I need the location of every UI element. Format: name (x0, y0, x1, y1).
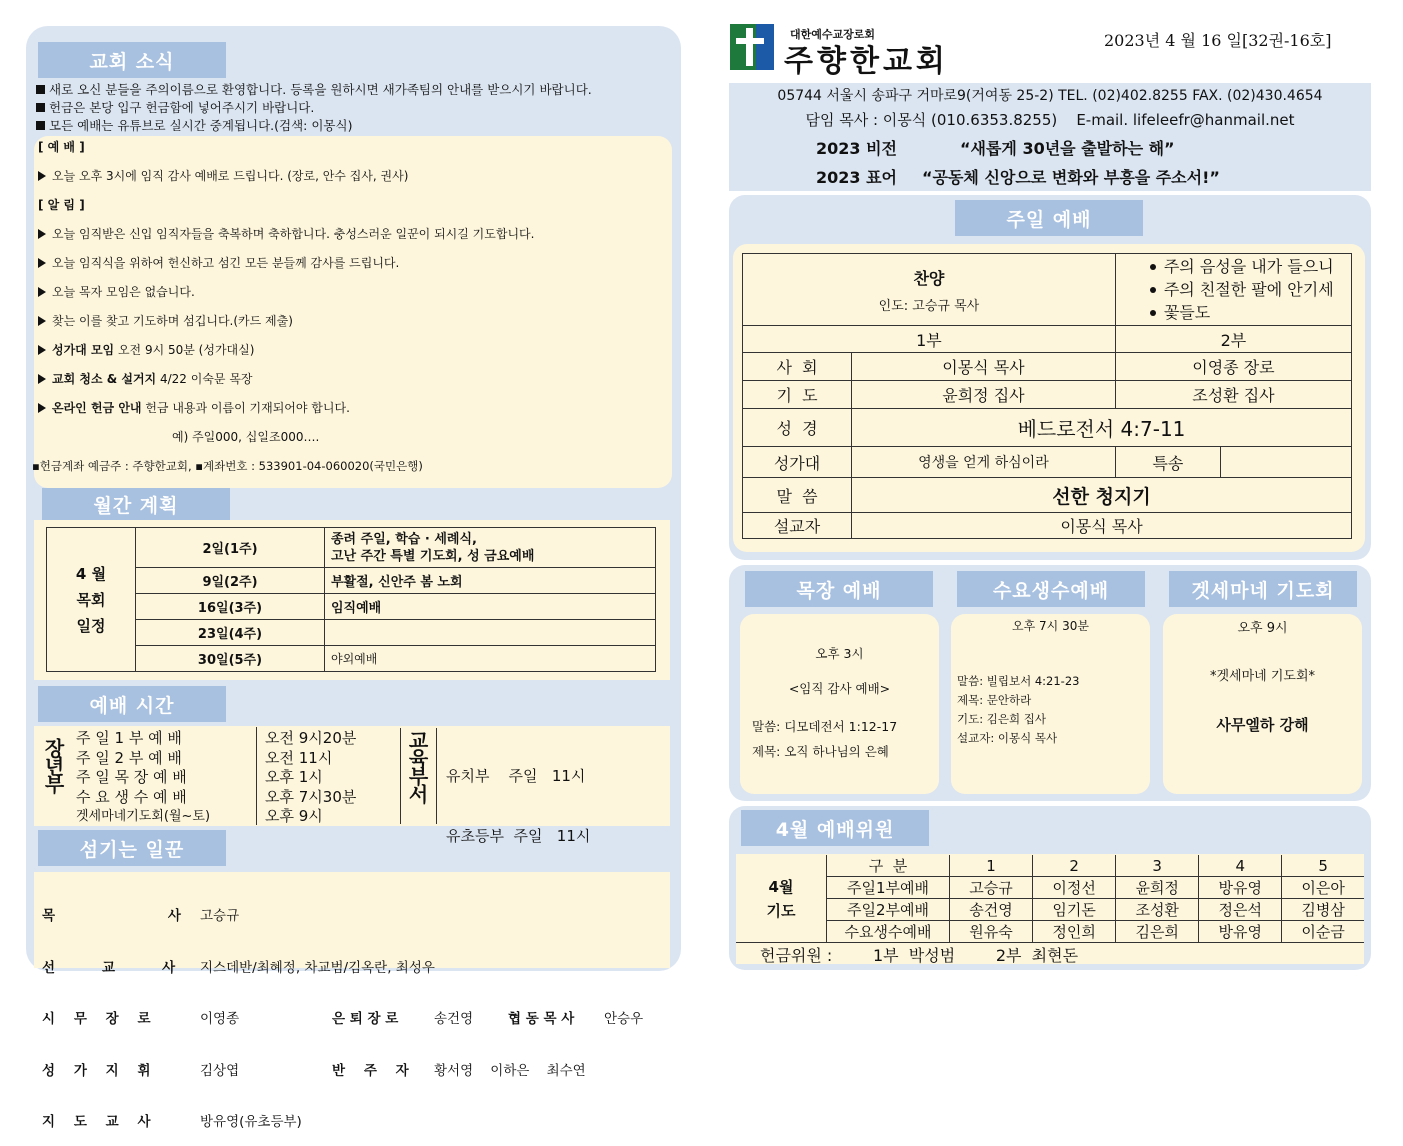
monthly-event: 부활절, 신안주 봄 노회 (325, 568, 656, 594)
mokjang-verse: 말씀: 디모데전서 1:12-17 (752, 719, 898, 734)
monthly-event: 종려 주일, 학습 · 세례식, 고난 주간 특별 기도회, 성 금요예배 (325, 528, 656, 568)
wednesday-prayer: 기도: 김은희 집사 (957, 712, 1046, 726)
roles-cell: 정인희 (1033, 921, 1116, 943)
online-example: 예) 주일000, 십일조000…. (172, 430, 320, 444)
praise-songs (1115, 254, 1351, 326)
roles-header: 4월 예배위원 (741, 810, 929, 846)
gethsemane-time: 오후 9시 (1237, 621, 1288, 636)
adult-times (76, 727, 356, 825)
row-label: 기 도 (743, 381, 852, 409)
vision-label: 2023 비전 (816, 139, 898, 158)
servant-row: 지 도 교 사 방유영(유초등부) (42, 1114, 302, 1130)
church-logo-icon (730, 24, 774, 70)
news-top-item: 모든 예배는 유튜브로 실시간 중계됩니다.(검색: 이몽식) (36, 117, 676, 135)
servant-row: 선 교 사 지스데반/최혜정, 차교범/김옥란, 최성우 (42, 959, 435, 976)
notice-item: 찾는 이를 찾고 기도하며 섬깁니다.(카드 제출) (38, 312, 668, 341)
servants-list (42, 872, 643, 1146)
adult-dept-label: 장년부 (41, 738, 65, 792)
prayer-2bu: 조성환 집사 (1115, 381, 1351, 409)
wednesday-header: 수요생수예배 (957, 571, 1145, 607)
monthly-date: 2일(1주) (136, 528, 325, 568)
wednesday-time: 오후 7시 30분 (1012, 619, 1089, 633)
choir-song: 영생을 얻게 하심이라 (852, 447, 1116, 478)
wednesday-details (957, 672, 1079, 748)
scripture: 베드로전서 4:7-11 (852, 409, 1352, 447)
choir-notice: 성가대 모임 오전 9시 50분 (성가대실) (38, 341, 668, 370)
monthly-side-label: 4 월 목회 일정 (47, 528, 136, 672)
account-info: ▪헌금계좌 예금주 : 주향한교회, ▪계좌번호 : 533901-04-060020(국민은행) (32, 459, 423, 473)
roles-cell: 김은희 (1116, 921, 1199, 943)
service-row: 주 일 2 부 예 배 오전 11시 (76, 748, 333, 767)
prayer-1bu: 윤희정 집사 (852, 381, 1116, 409)
sermon-title: 선한 청지기 (852, 478, 1352, 513)
monthly-event (325, 620, 656, 646)
address: 05744 서울시 송파구 거마로9(거여동 25-2) TEL. (02)402.8255 FAX. (02)430.4654 (777, 88, 1323, 104)
roles-row-name: 주일1부예배 (827, 877, 950, 899)
news-top-list (36, 81, 676, 135)
news-top-item: 새로 오신 분들을 주의이름으로 환영합니다. 등록을 원하시면 새가족팀의 안내를 받으시기 바랍니다. (36, 81, 676, 99)
monthly-date: 9일(2주) (136, 568, 325, 594)
roles-col-header: 3 (1116, 855, 1199, 877)
wednesday-verse: 말씀: 빌립보서 4:21-23 (957, 674, 1080, 688)
mokjang-time: 오후 3시 (815, 646, 864, 661)
mokjang-body (740, 614, 939, 794)
roles-col-header: 구 분 (827, 855, 950, 877)
edu-dept-label: 교육부서 (405, 730, 429, 802)
roles-cell: 고승규 (950, 877, 1033, 899)
notice-item: 오늘 목자 모임은 없습니다. (38, 283, 668, 312)
roles-cell: 이정선 (1033, 877, 1116, 899)
pastor-info: 담임 목사 : 이몽식 (010.6353.8255) E-mail. lifeleefr@hanmail.net (805, 111, 1295, 129)
worship-label: [ 예 배 ] (38, 140, 85, 154)
row-label: 말 씀 (743, 478, 852, 513)
service-row: 겟세마네기도회(월~토) 오후 9시 (76, 807, 323, 825)
praise-cell: 찬양 인도: 고승규 목사 (743, 254, 1116, 326)
roles-cell: 이은아 (1282, 877, 1364, 899)
service-divider (400, 728, 401, 824)
roles-cell: 원유숙 (950, 921, 1033, 943)
roles-cell: 김병삼 (1282, 899, 1364, 921)
roles-cell: 방유영 (1199, 877, 1282, 899)
roles-cell: 정은석 (1199, 899, 1282, 921)
roles-cell: 조성환 (1116, 899, 1199, 921)
edu-row: 유초등부 주일 11시 (446, 827, 591, 845)
monthly-date: 30일(5주) (136, 646, 325, 672)
col-2bu: 2부 (1115, 326, 1351, 353)
church-name: 주향한교회 (784, 44, 949, 79)
leader-2bu: 이영종 장로 (1115, 353, 1351, 381)
monthly-event: 야외예배 (325, 646, 656, 672)
servant-row: 시 무 장 로 이영종 은 퇴 장 로 송건영 협 동 목 사 안승우 (42, 1011, 644, 1027)
monthly-date: 23일(4주) (136, 620, 325, 646)
mokjang-title: <임직 감사 예배> (788, 681, 891, 696)
gethsemane-subject: 사무엘하 강해 (1216, 716, 1309, 734)
wednesday-subject: 제목: 문안하라 (957, 693, 1032, 707)
servant-row: 성 가 지 휘 김상엽 반 주 자 황서영 이하은 최수연 (42, 1062, 586, 1079)
gethsemane-body (1163, 614, 1362, 794)
sunday-table (742, 253, 1352, 539)
roles-cell: 이순금 (1282, 921, 1364, 943)
roles-row-name: 주일2부예배 (827, 899, 950, 921)
roles-table (736, 855, 1364, 966)
notice-label: [ 알 림 ] (38, 198, 85, 212)
wednesday-preacher: 설교자: 이몽식 목사 (957, 731, 1058, 745)
edu-row: 유치부 주일 11시 (446, 767, 586, 785)
col-1bu: 1부 (743, 326, 1116, 353)
worship-item: 오늘 오후 3시에 임직 감사 예배로 드립니다. (장로, 안수 집사, 권사) (38, 167, 668, 196)
roles-col-header: 1 (950, 855, 1033, 877)
roles-cell: 윤희정 (1116, 877, 1199, 899)
special-label: 특송 (1115, 447, 1220, 478)
roles-cell: 임기돈 (1033, 899, 1116, 921)
news-top-item: 헌금은 본당 입구 헌금함에 넣어주시기 바랍니다. (36, 99, 676, 117)
news-body-text (32, 138, 668, 479)
praise-song: 주의 친절한 팔에 안기세 (1146, 278, 1351, 301)
online-notice: 온라인 헌금 안내 헌금 내용과 이름이 기재되어야 합니다. (38, 399, 668, 428)
monthly-header: 월간 계획 (42, 488, 230, 520)
servants-header: 섬기는 일꾼 (38, 830, 226, 866)
notice-item: 오늘 임직식을 위하여 헌신하고 섬긴 모든 분들께 감사를 드립니다. (38, 254, 668, 283)
motto-label: 2023 표어 (816, 168, 898, 187)
servant-row: 목 사 고승규 (42, 908, 240, 924)
gethsemane-header: 겟세마네 기도회 (1169, 571, 1357, 607)
notice-item: 오늘 임직받은 신입 임직자들을 축복하며 축하합니다. 충성스러운 일꾼이 되시길 기도합니다. (38, 225, 668, 254)
denomination: 대한예수교장로회 (790, 28, 876, 41)
offering-committee: 헌금위원 : 1부 박성범 2부 최현돈 (736, 943, 1364, 967)
issue-date: 2023년 4 월 16 일[32권-16호] (1104, 31, 1332, 50)
monthly-date: 16일(3주) (136, 594, 325, 620)
gethsemane-title: *겟세마네 기도회* (1209, 669, 1316, 684)
roles-col-header: 2 (1033, 855, 1116, 877)
preacher: 이몽식 목사 (852, 513, 1352, 539)
service-row: 주 일 1 부 예 배 오전 9시20분 (76, 729, 357, 747)
monthly-event: 임직예배 (325, 594, 656, 620)
clean-notice: 교회 청소 & 설거지 4/22 이숙문 목장 (38, 370, 668, 399)
motto-text: “공동체 신앙으로 변화와 부흥을 주소서!” (922, 168, 1220, 187)
roles-cell: 송건영 (950, 899, 1033, 921)
mokjang-header: 목장 예배 (745, 571, 933, 607)
row-label: 설교자 (743, 513, 852, 539)
special-value (1220, 447, 1351, 478)
leader-1bu: 이몽식 목사 (852, 353, 1116, 381)
edu-divider (436, 728, 437, 824)
service-times-header: 예배 시간 (38, 686, 226, 722)
roles-col-header: 4 (1199, 855, 1282, 877)
monthly-table (46, 527, 656, 672)
service-row: 주 일 목 장 예 배 오후 1시 (76, 768, 323, 786)
row-label: 성 경 (743, 409, 852, 447)
roles-cell: 방유영 (1199, 921, 1282, 943)
roles-col-header: 5 (1282, 855, 1364, 877)
roles-side-label: 4월 기도 (736, 855, 827, 943)
praise-song: 꽃들도 (1146, 301, 1351, 324)
praise-song: 주의 음성을 내가 들으니 (1146, 255, 1351, 278)
news-header: 교회 소식 (38, 42, 226, 78)
row-label: 사 회 (743, 353, 852, 381)
roles-row-name: 수요생수예배 (827, 921, 950, 943)
sunday-header: 주일 예배 (955, 200, 1143, 236)
mokjang-subject: 제목: 오직 하나님의 은혜 (752, 744, 889, 759)
service-row: 수 요 생 수 예 배 오후 7시30분 (76, 787, 357, 806)
row-label: 성가대 (743, 447, 852, 478)
vision-text: “새롭게 30년을 출발하는 해” (960, 139, 1175, 158)
